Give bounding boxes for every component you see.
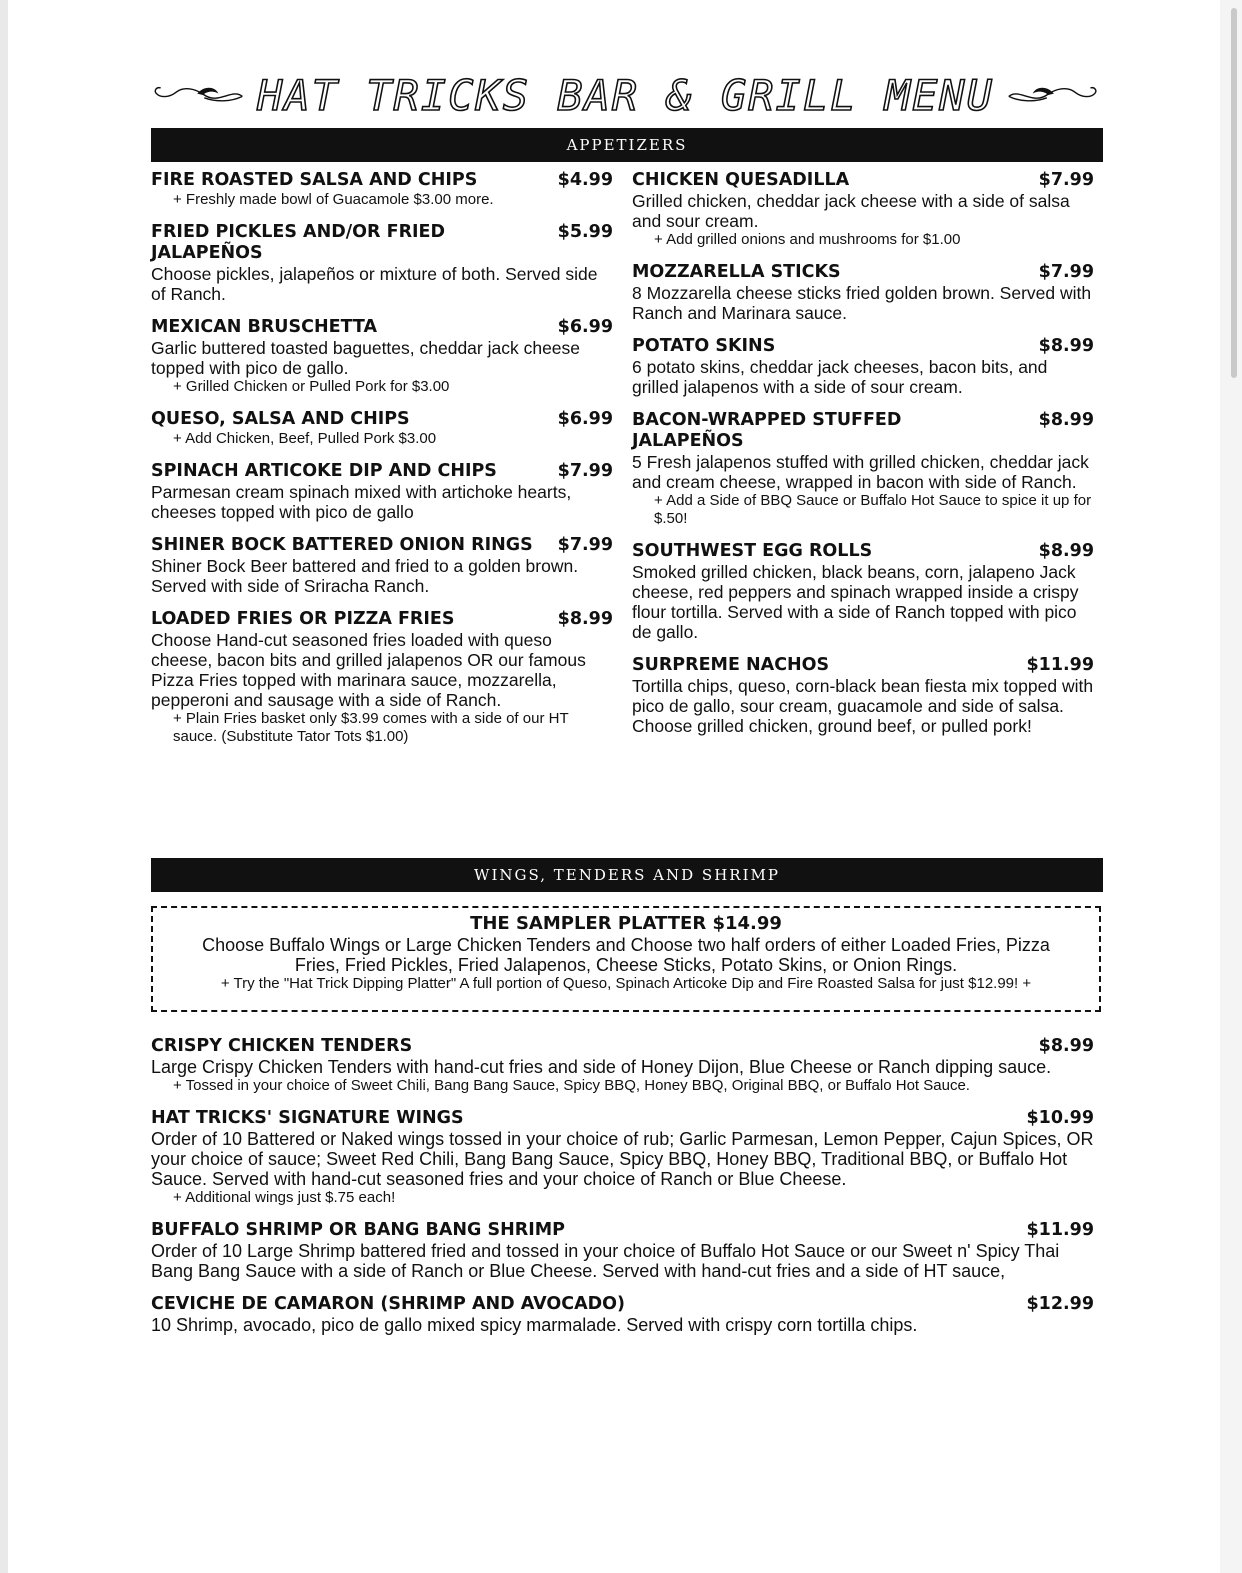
item-description: Order of 10 Battered or Naked wings tossed in your choice of rub; Garlic Parmesan, Lemon Pepper, Cajun Spices, OR your choice of sauce; Sweet Red Chili, Bang Bang Sauce, Spicy BBQ, Honey BBQ, Traditional BBQ, or Buffalo Hot Sauce. Served with hand-cut seasoned fries and your choice of Ranch or Blue Cheese. bbox=[151, 1129, 1094, 1189]
appetizers-left-column bbox=[151, 170, 613, 759]
item-description: Shiner Bock Beer battered and fried to a golden brown. Served with side of Sriracha Ranch. bbox=[151, 556, 579, 596]
item-name: CRISPY CHICKEN TENDERS bbox=[151, 1036, 413, 1056]
item-description: Smoked grilled chicken, black beans, corn, jalapeno Jack cheese, red peppers and spinach wrapped inside a crispy flour tortilla. Served with a side of Ranch topped with pico de gallo. bbox=[632, 562, 1079, 642]
menu-item bbox=[151, 535, 613, 596]
item-price: $8.99 bbox=[557, 609, 613, 629]
menu-item bbox=[151, 317, 613, 396]
menu-item bbox=[151, 461, 613, 522]
menu-header bbox=[148, 64, 1103, 126]
item-price: $7.99 bbox=[557, 461, 613, 481]
item-name: BUFFALO SHRIMP OR BANG BANG SHRIMP bbox=[151, 1220, 565, 1240]
item-name: QUESO, SALSA AND CHIPS bbox=[151, 409, 410, 429]
appetizers-right-column bbox=[632, 170, 1094, 749]
item-price: $6.99 bbox=[557, 409, 613, 429]
item-name: CEVICHE DE CAMARON (SHRIMP AND AVOCADO) bbox=[151, 1294, 626, 1314]
menu-item bbox=[151, 1294, 1094, 1335]
item-description: Grilled chicken, cheddar jack cheese with a side of salsa and sour cream. bbox=[632, 191, 1070, 231]
menu-item bbox=[151, 170, 613, 209]
menu-item bbox=[151, 609, 613, 746]
menu-item bbox=[632, 336, 1094, 397]
item-name: FRIED PICKLES AND/OR FRIED JALAPEÑOS bbox=[151, 222, 446, 263]
item-price: $7.99 bbox=[557, 535, 613, 555]
item-description: Tortilla chips, queso, corn-black bean fiesta mix topped with pico de gallo, sour cream, guacamole and side of salsa. Choose grilled chicken, ground beef, or pulled pork! bbox=[632, 676, 1094, 736]
menu-item bbox=[151, 222, 613, 304]
item-price: $11.99 bbox=[1026, 1220, 1094, 1240]
menu-item bbox=[632, 541, 1094, 642]
item-description: 8 Mozzarella cheese sticks fried golden brown. Served with Ranch and Marinara sauce. bbox=[632, 283, 1092, 323]
item-name: MOZZARELLA STICKS bbox=[632, 262, 841, 282]
item-note: + Additional wings just $.75 each! bbox=[173, 1189, 396, 1206]
vertical-scrollbar[interactable] bbox=[1220, 0, 1242, 1573]
item-description: Order of 10 Large Shrimp battered fried and tossed in your choice of Buffalo Hot Sauce or our Sweet n' Spicy Thai Bang Bang Sauce with a side of Ranch or Blue Cheese. Served with hand-cut fries and a side of HT sauce, bbox=[151, 1241, 1060, 1281]
item-description: Choose pickles, jalapeños or mixture of both. Served side of Ranch. bbox=[151, 264, 598, 304]
item-description: 6 potato skins, cheddar jack cheeses, bacon bits, and grilled jalapenos with a side of sour cream. bbox=[632, 357, 1048, 397]
menu-item bbox=[151, 1036, 1094, 1095]
appetizers-section-header: APPETIZERS bbox=[151, 128, 1103, 162]
menu-item bbox=[632, 655, 1094, 736]
wings-list bbox=[151, 1036, 1094, 1348]
sampler-platter-box bbox=[151, 906, 1101, 1012]
item-description: Large Crispy Chicken Tenders with hand-cut fries and side of Honey Dijon, Blue Cheese or Ranch dipping sauce. bbox=[151, 1057, 1052, 1077]
menu-title: HAT TRICKS BAR & GRILL MENU bbox=[257, 70, 994, 120]
item-name: MEXICAN BRUSCHETTA bbox=[151, 317, 378, 337]
item-price: $8.99 bbox=[1038, 336, 1094, 356]
item-note: + Tossed in your choice of Sweet Chili, Bang Bang Sauce, Spicy BBQ, Honey BBQ, Original BBQ, or Buffalo Hot Sauce. bbox=[173, 1077, 970, 1094]
item-price: $4.99 bbox=[557, 170, 613, 190]
item-price: $7.99 bbox=[1038, 262, 1094, 282]
item-name: HAT TRICKS' SIGNATURE WINGS bbox=[151, 1108, 464, 1128]
item-name: POTATO SKINS bbox=[632, 336, 776, 356]
item-description: Garlic buttered toasted baguettes, cheddar jack cheese topped with pico de gallo. bbox=[151, 338, 581, 378]
item-price: $11.99 bbox=[1026, 655, 1094, 675]
menu-item bbox=[151, 1220, 1094, 1281]
menu-item bbox=[632, 170, 1094, 249]
left-flourish-icon bbox=[148, 75, 245, 115]
wings-section-header: WINGS, TENDERS AND SHRIMP bbox=[151, 858, 1103, 892]
menu-item bbox=[151, 1108, 1094, 1207]
item-price: $5.99 bbox=[557, 222, 613, 242]
item-price: $7.99 bbox=[1038, 170, 1094, 190]
item-price: $8.99 bbox=[1038, 541, 1094, 561]
item-name: SOUTHWEST EGG ROLLS bbox=[632, 541, 873, 561]
item-note: + Grilled Chicken or Pulled Pork for $3.00 bbox=[173, 378, 450, 395]
menu-item bbox=[632, 262, 1094, 323]
sampler-title: THE SAMPLER PLATTER $14.99 bbox=[470, 913, 782, 934]
item-name: LOADED FRIES OR PIZZA FRIES bbox=[151, 609, 455, 629]
sampler-description: Choose Buffalo Wings or Large Chicken Tenders and Choose two half orders of either Loaded Fries, Pizza Fries, Fried Pickles, Fried Jalapenos, Cheese Sticks, Potato Skins, or Onion Rings. bbox=[202, 935, 1050, 975]
item-description: 10 Shrimp, avocado, pico de gallo mixed spicy marmalade. Served with crispy corn tortilla chips. bbox=[151, 1315, 918, 1335]
menu-item bbox=[151, 409, 613, 448]
item-note: + Add grilled onions and mushrooms for $1.00 bbox=[654, 231, 961, 248]
item-price: $10.99 bbox=[1026, 1108, 1094, 1128]
menu-item bbox=[632, 410, 1094, 528]
item-price: $6.99 bbox=[557, 317, 613, 337]
item-note: + Freshly made bowl of Guacamole $3.00 more. bbox=[173, 191, 494, 208]
item-note: + Add Chicken, Beef, Pulled Pork $3.00 bbox=[173, 430, 437, 447]
item-name: BACON-WRAPPED STUFFED JALAPEÑOS bbox=[632, 410, 902, 451]
item-price: $12.99 bbox=[1026, 1294, 1094, 1314]
item-name: CHICKEN QUESADILLA bbox=[632, 170, 850, 190]
item-note: + Add a Side of BBQ Sauce or Buffalo Hot Sauce to spice it up for $.50! bbox=[654, 492, 1092, 527]
item-description: Parmesan cream spinach mixed with artichoke hearts, cheeses topped with pico de gallo bbox=[151, 482, 572, 522]
item-price: $8.99 bbox=[1038, 410, 1094, 430]
menu-page bbox=[8, 0, 1220, 1573]
item-name: SURPREME NACHOS bbox=[632, 655, 830, 675]
item-name: SHINER BOCK BATTERED ONION RINGS bbox=[151, 535, 533, 555]
item-name: FIRE ROASTED SALSA AND CHIPS bbox=[151, 170, 478, 190]
item-price: $8.99 bbox=[1038, 1036, 1094, 1056]
right-flourish-icon bbox=[1006, 75, 1103, 115]
item-description: Choose Hand-cut seasoned fries loaded with queso cheese, bacon bits and grilled jalapenos OR our famous Pizza Fries topped with marinara sauce, mozzarella, pepperoni and sausage with a side of Ranch. bbox=[151, 630, 586, 710]
item-name: SPINACH ARTICOKE DIP AND CHIPS bbox=[151, 461, 497, 481]
sampler-note: + Try the "Hat Trick Dipping Platter" A full portion of Queso, Spinach Articoke Dip and Fire Roasted Salsa for just $12.99! + bbox=[220, 975, 1032, 992]
item-description: 5 Fresh jalapenos stuffed with grilled chicken, cheddar jack and cream cheese, wrapped in bacon with side of Ranch. bbox=[632, 452, 1089, 492]
scrollbar-thumb[interactable] bbox=[1231, 8, 1237, 378]
item-note: + Plain Fries basket only $3.99 comes with a side of our HT sauce. (Substitute Tator Tots $1.00) bbox=[173, 710, 569, 745]
